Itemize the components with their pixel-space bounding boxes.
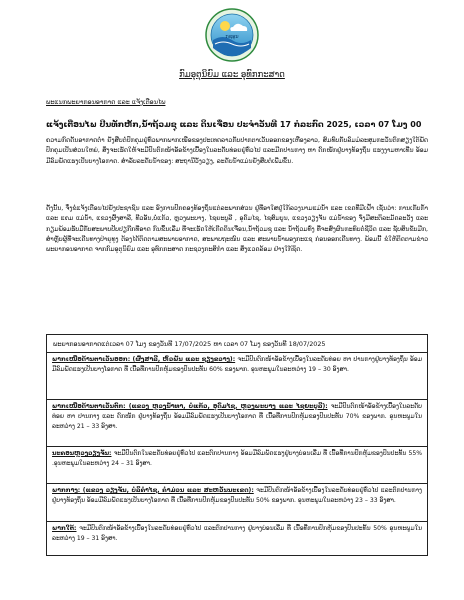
region-forecast-text: ຈະມີປົນຕົກໜ້າອັອຂ້າງເບື້ອງໃນລະດັບທ່ອຍຢູ່ທົ່ວໄປ ແລະຕົກປານກາງ ຢູ່ບາງບ່ອນເລີ່ມ ທີ່ ເນື້ອທີ່ການປົກຫຸ້ມຂອງປົນປະທັ້ນ 50% ອຸນຫະພູມໃນລະຫວ່າງ 19 – 31 ອົງສາ. (52, 525, 422, 542)
logo-text: ກຊອຸນ (225, 34, 239, 40)
region-name: ນະຄອນຫຼວງວຽງຈັນ: (52, 450, 112, 457)
department-name: ພະແນກພະຍາກອນອາກາດ ແລະ ແຈ້ງເຕືອນໄພ (46, 98, 166, 106)
forecast-table (46, 334, 428, 556)
forecast-region-south (47, 522, 427, 555)
region-name: ພາກເໜືອດ້ານຕາເວັນຕົກ: (ແຂວງ ຫຼວງນ້ຳທາ, ບໍ່ແກ້ວ, ອຸດົມໄຊ, ຫຼວງພະບາງ ແລະ ໄຊຍະບູລີ): (52, 403, 328, 410)
ministry-name: ກົມອຸຕຸນິຍົມ ແລະ ອຸທົກກະສາດ (179, 70, 285, 80)
forecast-region-north-east (47, 353, 427, 400)
region-name: ພາກກາງ: (ແຂວງ ວຽງຈັນ, ບໍລິຄຳໄຊ, ຄຳມ່ວນ ແລະ ສະຫວັນນະເຂດ): (52, 487, 254, 494)
region-forecast-text: ຈະມີປົນຕົກໃນລະດັບທ່ອຍຢູ່ທົ່ວໄປ ແລະຕົກປານກາງ ອ້ອມມີລົມພັດແຮງຢູ່ບາງບ່ອນເລີ່ມ ທີ່ ເນື້ອທີ່ການປົກຫຸ້ມຂອງປົນປະທັ້ນ 55% .ອຸນຫະພູມໃນລະຫວ່າງ 24 – 31 ອົງສາ. (52, 450, 422, 467)
forecast-region-north-west (47, 400, 427, 447)
forecast-region-vientiane-capital (47, 447, 427, 484)
region-name: ພາກໃຕ້: (52, 525, 77, 532)
region-forecast-text: ຈະມີປົນຕົກໜ້າອັອຂ້າງເບື້ອງໃນລະດັບທ່ອຍ ຫາ ປານກາງ ແລະ ດົກໜັກ ຢູ່ບາງທ້ອງຖິ່ນ ອ້ອມມີລົມພັດແຮງເປັນບາງໂອກາດ ທີ່ ເນື້ອທີ່ການປົກຫຸ້ມຂອງປົນປະທັ້ນ 70% ຂອງພາກ. ອຸນຫະພູມໃນລະຫວ່າງ 21 – 33 ອົງສາ. (52, 403, 422, 430)
region-forecast-text: ຈະມີປົນຕົກໜ້າອັອຂ້າງເບື້ອງໃນລະດັບທ່ອຍຢູ່ທົ່ວໄປ ແລະຕົກປານກາງຢູ່ບາງທ້ອງຖິ່ນ ອ້ອມມີລົມພັດແຮງເປັນບາງໂອກາດ ທີ່ ເນື້ອທີ່ການປົກຫຸ້ມຂອງປົນປະທັ້ນ 50% ຂອງພາກ. ອຸນຫະພູມໃນລະຫວ່າງ 23 – 33 ອົງສາ. (52, 487, 422, 504)
bulletin-title: ແຈ້ງເຕືອນໄພ ປີນທັກຫັກ,ນ້ຳຖ້ວມຊຸ ແລະ ດິນເຈື່ອນ ປະຈຳວັນທີ 17 ກໍລະກົດ 2025, ເວລາ 07 ໂມງ 00 (46, 120, 422, 129)
region-forecast-text: ຈະມີປົນຕົກໜ້າອັອຂ້າງເບື້ອງໃນລະດັບທ່ອຍ ຫາ ປານກາງຢູ່ບາງທ້ອງຖິ່ນ ອ້ອມມີລົມພັດແຮງເປັນບາງໂອກາດ ທີ່ ເນື້ອທີ່ການປົກຫຸ້ມຂອງປົນປະທັ້ນ 60% ຂອງພາກ. ອຸນຫະພູມໃນລະຫວ່າງ 19 – 30 ອົງສາ. (52, 356, 422, 373)
region-name: ພາກເໜືອດ້ານຕາເວັນອອກ: (ຜົ້ງສາລີ, ຫົວພັນ ແລະ ຊຽງຂວາງ): (52, 356, 236, 363)
forecast-region-central (47, 484, 427, 522)
advisory-paragraph: ດັ່ງນັ້ນ, ຈຶ່ງຂໍແຈ້ງເຕືອນໄປຍັງປະຊາຊົນ ແລະ ອົງການປົກຄອງທ້ອງຖິ່ນແຕ່ລະພາກສ່ວນ ຢູ່ທີ່ອາໃສຢູ່ໃກ້ລວງນາມແມ່ນ້ຳ ແລະ ເຂດທີ່ມີເຝົ້າ ເຊັ່ນວ່າ: ການເກັບກ້ຳ ແລະ ແຄມ ແມ່ນ້ຳ, ແຂວງຜົ້ງສາລີ, ທີວອັນ,ບໍ່ແກ້ວ, ຫຼວງພະບາງ, ໄຊຍະບູລີ , ອຸດົມໄຊ, ໄຊສົມບູນ, ແຂວງວຽງຈັນ ແມ່ນ້ຳຂອງ ຈົ່ງມີສະຕິລະມັດລະວັງ ແລະ ກຽມພ້ອມຮັບມືກັບສະພາບປັບປຽກີກທີ່ອາດ ກົນຂຶ້ນເລີ່ມ ທີ່ຈະເຮັດໃຫ້ເກີດດິນເຈື່ອນ,ນ້ຳຖ້ວມຊຸ ແລະ ນ້ຳຖ້ວມທົ່ງ ທີ່ຈະສົ່ງຜົນກະທົບຕໍ່ຊີວິດ ແລະ ຊັບສິນຂັບມີກ, ສຳຫຼັບຜູ້ທີ່ຈະເດີນທາງປ່າຍຸທຸງ ຕ້ອງໄດ້ຕິດຕາມສະພາບອາກາດ, ສະພາບຖະໜົນ ແລະ ສະພາບນ້ຳພອງກະແຊ ກ່ອນອອກເດີນທາງ. ພ້ອມນີ້ ຂໍໃຫ້ຕິດຕາມຂ່າວພະຍາກອນອາກາດ ຈາກກົມອຸຕຸນິຍົມ ແລະ ອຸທົກກະສາດ ກະຊວງກະສິກຳ ແລະ ສິ່ງແວດລ້ອມ ຢ່າງໃກ້ຊິດ. (46, 205, 428, 254)
department-logo (205, 8, 259, 62)
forecast-period-header: ພະຍາກອນອາກາດແຕ່ເວລາ 07 ໂມງ ຂອງວັນທີ 17/07/2025 ຫາ ເວລາ 07 ໂມງ ຂອງວັນທີ 18/07/2025 (47, 335, 427, 353)
situation-paragraph: ຄວາມກົດດັນອາກາດຕໍ່າ ຍັງສືບຕໍ່ປົກຄຸມຢູ່ທົ່ວພາກພາກເໜືອຂອງປະເທດລາວກັບປາກຕາເວັນອອກຂອງເຫືອງລາວ, ສົມທົບກັບລົມມໍລະສຸມກະວັນຕົກສຽງໃຕ້ພັດປົກຄຸມເປັນສ່ວນໃຫຍ່, ສິ່ງຈະເຮັດໃຫ້ຈະມີປົນຕົກໜ້າອັອຂ້າງເບື້ອງໃນລະດັບທ່ອຍຢູ່ທົ່ວໄປ ແລະມີກປານກາງ ຫາ ດົກໜັກຢູ່ບາງທ້ອງຖິ່ນ ແຮງງາມຫາເທີ່ນ ອ້ອມມີລົມພັດແຮງເປັນບາງໂອກາດ. ສຳລັບລະດັບນ້ຳຂອງ: ສະຖານີວັງວຽງ, ລະດັບນ້ຳແມ່ນຍັງສືບຕໍ່ເພີ່ມຂຶ້ນ. (46, 137, 428, 165)
